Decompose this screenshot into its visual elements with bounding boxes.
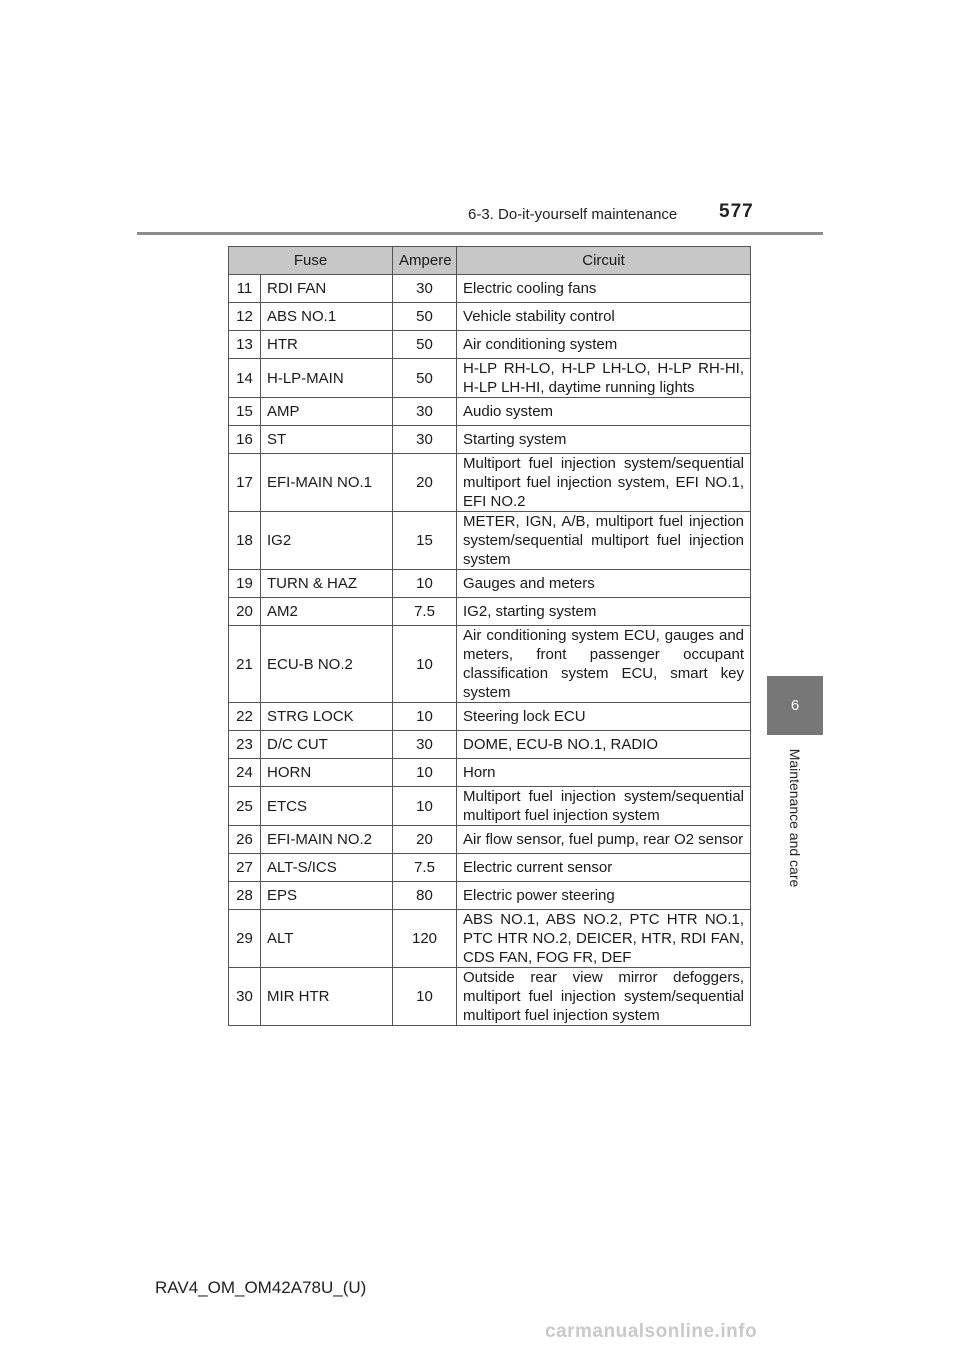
table-row [229,426,751,454]
ampere-cell: 10 [393,759,457,787]
table-row [229,787,751,826]
fuse-name-cell: ALT [261,910,393,968]
fuse-name-cell: MIR HTR [261,968,393,1026]
ampere-cell: 20 [393,826,457,854]
fuse-number-cell: 20 [229,598,261,626]
column-header-circuit: Circuit [457,247,751,275]
fuse-name-cell: RDI FAN [261,275,393,303]
fuse-number-cell: 17 [229,454,261,512]
fuse-name-cell: STRG LOCK [261,703,393,731]
fuse-name-cell: EFI-MAIN NO.1 [261,454,393,512]
ampere-cell: 120 [393,910,457,968]
table-row [229,512,751,570]
ampere-cell: 50 [393,331,457,359]
table-row [229,275,751,303]
fuse-name-cell: AM2 [261,598,393,626]
table-row [229,331,751,359]
fuse-name-cell: EPS [261,882,393,910]
fuse-number-cell: 26 [229,826,261,854]
page-number: 577 [719,201,754,222]
table-row [229,826,751,854]
circuit-cell: DOME, ECU-B NO.1, RADIO [457,731,751,759]
fuse-name-cell: TURN & HAZ [261,570,393,598]
fuse-number-cell: 12 [229,303,261,331]
table-row [229,854,751,882]
circuit-cell: Multiport fuel injection system/sequential multiport fuel injection system [457,787,751,826]
circuit-cell: METER, IGN, A/B, multiport fuel injection system/sequential multiport fuel injection system [457,512,751,570]
table-row [229,703,751,731]
fuse-name-cell: AMP [261,398,393,426]
circuit-cell: Air conditioning system ECU, gauges and meters, front passenger occupant classification system ECU, smart key system [457,626,751,703]
table-row [229,759,751,787]
table-row [229,968,751,1026]
header-divider [137,232,823,235]
table-row [229,882,751,910]
fuse-number-cell: 27 [229,854,261,882]
table-row [229,303,751,331]
circuit-cell: Steering lock ECU [457,703,751,731]
table-row [229,626,751,703]
fuse-table [228,246,751,1026]
table-row [229,598,751,626]
ampere-cell: 30 [393,731,457,759]
circuit-cell: IG2, starting system [457,598,751,626]
fuse-number-cell: 18 [229,512,261,570]
table-row [229,398,751,426]
ampere-cell: 7.5 [393,598,457,626]
fuse-number-cell: 22 [229,703,261,731]
circuit-cell: H-LP RH-LO, H-LP LH-LO, H-LP RH-HI, H-LP LH-HI, daytime running lights [457,359,751,398]
table-body [229,275,751,1026]
fuse-number-cell: 29 [229,910,261,968]
section-title: 6-3. Do-it-yourself maintenance [468,206,678,223]
fuse-name-cell: ABS NO.1 [261,303,393,331]
fuse-number-cell: 24 [229,759,261,787]
ampere-cell: 7.5 [393,854,457,882]
fuse-number-cell: 13 [229,331,261,359]
ampere-cell: 15 [393,512,457,570]
fuse-number-cell: 15 [229,398,261,426]
ampere-cell: 50 [393,359,457,398]
fuse-name-cell: ST [261,426,393,454]
table-row [229,454,751,512]
ampere-cell: 10 [393,787,457,826]
circuit-cell: Vehicle stability control [457,303,751,331]
column-header-ampere: Ampere [393,247,457,275]
chapter-number: 6 [790,697,800,714]
fuse-name-cell: HORN [261,759,393,787]
circuit-cell: ABS NO.1, ABS NO.2, PTC HTR NO.1, PTC HTR NO.2, DEICER, HTR, RDI FAN, CDS FAN, FOG FR, DEF [457,910,751,968]
chapter-label: Maintenance and care [787,748,803,888]
fuse-name-cell: ETCS [261,787,393,826]
chapter-tab [767,676,823,735]
ampere-cell: 10 [393,703,457,731]
fuse-number-cell: 23 [229,731,261,759]
fuse-name-cell: HTR [261,331,393,359]
fuse-number-cell: 14 [229,359,261,398]
ampere-cell: 10 [393,968,457,1026]
ampere-cell: 50 [393,303,457,331]
circuit-cell: Air flow sensor, fuel pump, rear O2 sensor [457,826,751,854]
fuse-number-cell: 28 [229,882,261,910]
table-row [229,731,751,759]
circuit-cell: Starting system [457,426,751,454]
ampere-cell: 80 [393,882,457,910]
fuse-name-cell: IG2 [261,512,393,570]
site-watermark: carmanualsonline.info [545,1321,758,1342]
fuse-number-cell: 19 [229,570,261,598]
fuse-name-cell: EFI-MAIN NO.2 [261,826,393,854]
circuit-cell: Gauges and meters [457,570,751,598]
table-row [229,910,751,968]
circuit-cell: Electric power steering [457,882,751,910]
ampere-cell: 30 [393,275,457,303]
table-row [229,359,751,398]
fuse-name-cell: D/C CUT [261,731,393,759]
document-code: RAV4_OM_OM42A78U_(U) [155,1278,367,1297]
circuit-cell: Electric current sensor [457,854,751,882]
ampere-cell: 30 [393,398,457,426]
circuit-cell: Multiport fuel injection system/sequential multiport fuel injection system, EFI NO.1, EFI NO.2 [457,454,751,512]
ampere-cell: 10 [393,626,457,703]
fuse-number-cell: 25 [229,787,261,826]
circuit-cell: Electric cooling fans [457,275,751,303]
fuse-number-cell: 16 [229,426,261,454]
circuit-cell: Audio system [457,398,751,426]
circuit-cell: Horn [457,759,751,787]
fuse-number-cell: 30 [229,968,261,1026]
fuse-name-cell: ALT-S/ICS [261,854,393,882]
fuse-number-cell: 11 [229,275,261,303]
ampere-cell: 30 [393,426,457,454]
fuse-name-cell: H-LP-MAIN [261,359,393,398]
fuse-number-cell: 21 [229,626,261,703]
fuse-name-cell: ECU-B NO.2 [261,626,393,703]
circuit-cell: Air conditioning system [457,331,751,359]
table-header-row [229,247,751,275]
table-row [229,570,751,598]
circuit-cell: Outside rear view mirror defoggers, multiport fuel injection system/sequential multiport fuel injection system [457,968,751,1026]
ampere-cell: 10 [393,570,457,598]
ampere-cell: 20 [393,454,457,512]
column-header-fuse: Fuse [229,247,393,275]
